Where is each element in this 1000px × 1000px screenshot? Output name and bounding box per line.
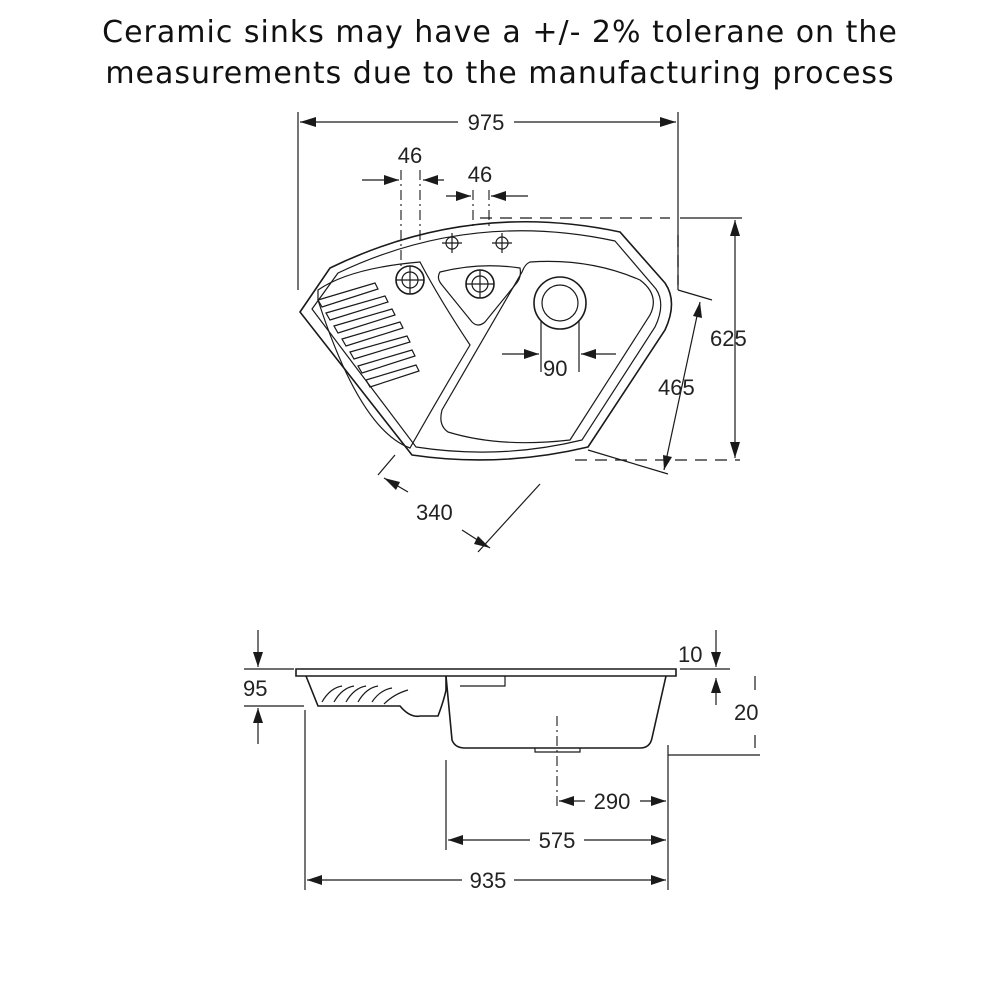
drainer-waste [396, 266, 424, 294]
dimension-625: 625 [710, 326, 747, 351]
dimension-935: 935 [469, 868, 507, 893]
dimension-10: 10 [678, 642, 703, 667]
dimension-465: 465 [658, 375, 695, 400]
tap-hole-markers [442, 233, 512, 253]
prep-bowl-waste [466, 270, 494, 298]
sink-outer-outline [300, 222, 672, 460]
dimension-290: 290 [593, 789, 631, 814]
side-view [243, 630, 760, 893]
side-rim [296, 669, 676, 676]
dimension-340: 340 [416, 500, 453, 525]
dimension-575: 575 [538, 828, 576, 853]
dimension-975: 975 [467, 110, 505, 135]
dimension-46-right: 46 [467, 162, 493, 187]
sink-rim-line [312, 231, 661, 452]
tolerance-note-line-2: measurements due to the manufacturing process [105, 56, 895, 91]
dimension-90: 90 [543, 356, 568, 381]
main-bowl-waste [534, 277, 586, 329]
dimension-20: 20 [734, 700, 759, 725]
dimension-95: 95 [243, 676, 268, 701]
tolerance-note-line-1: Ceramic sinks may have a +/- 2% tolerane on the [102, 15, 898, 50]
drainer-grooves [318, 283, 419, 387]
side-bowl-profile [446, 676, 666, 748]
dimension-46-left: 46 [397, 143, 423, 168]
side-drainer-ribs [322, 686, 408, 704]
top-view [298, 110, 747, 552]
